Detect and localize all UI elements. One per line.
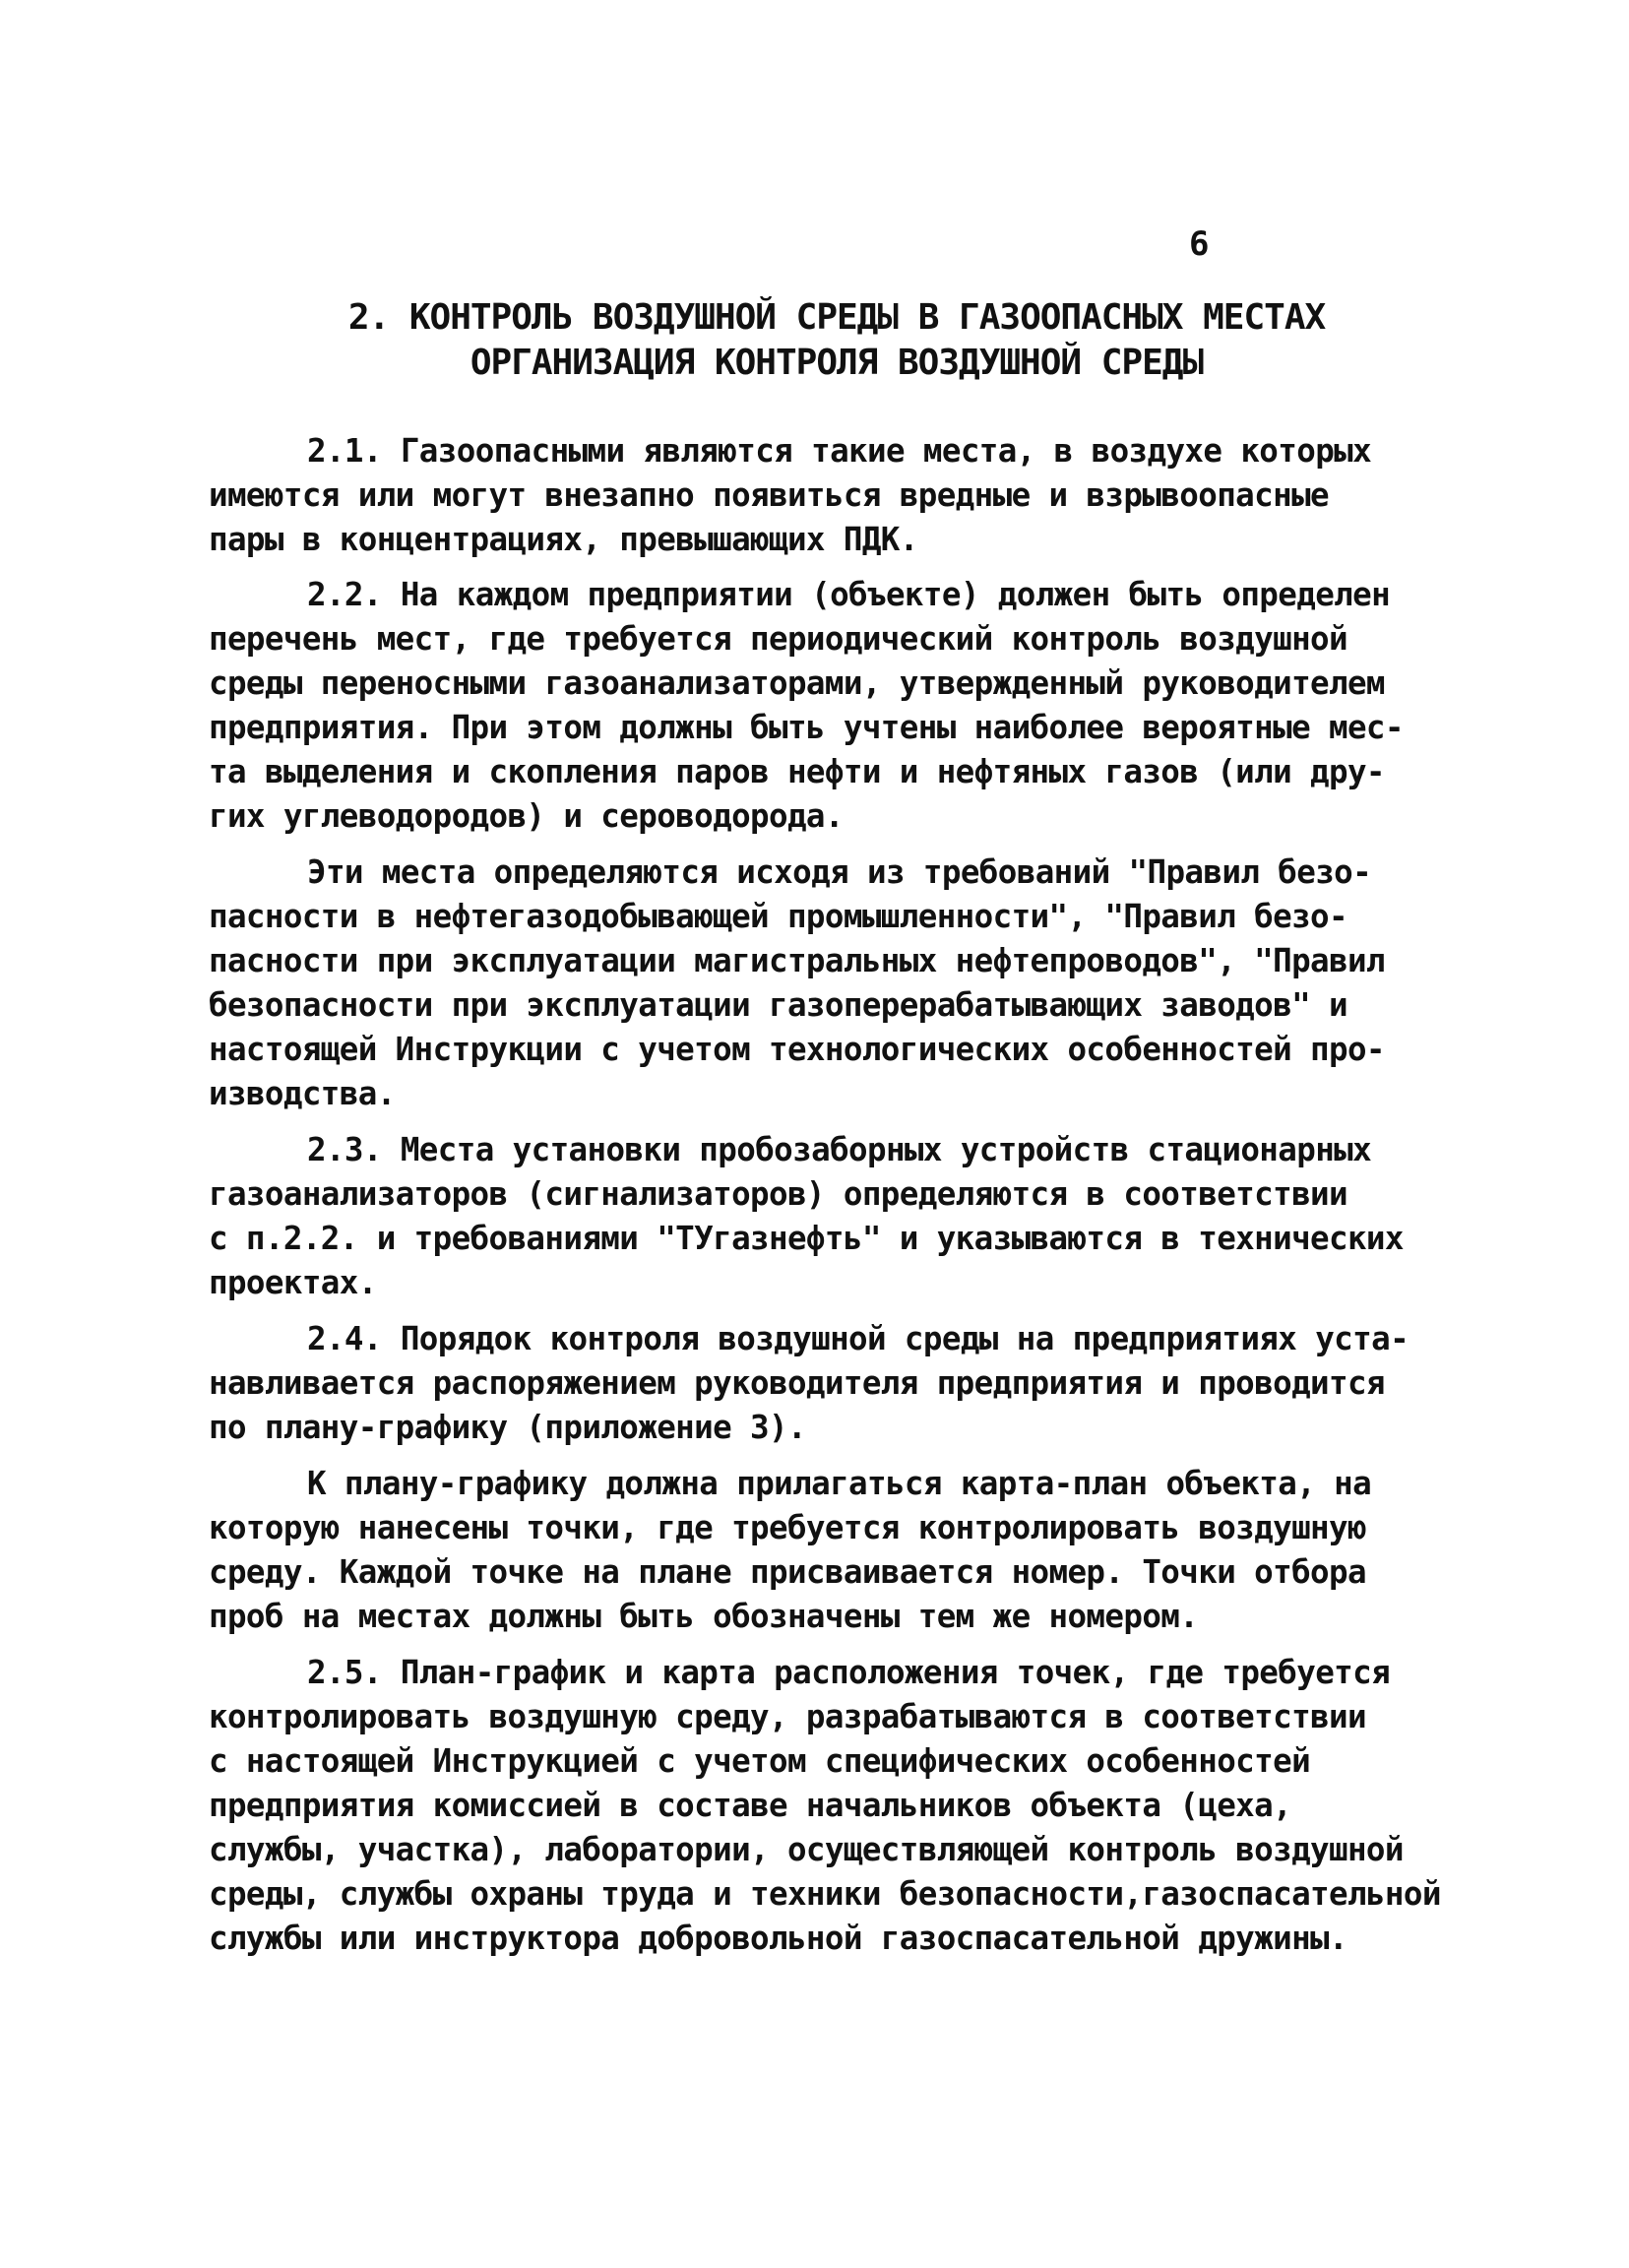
text-line: среды переносными газоанализаторами, утвержденный руководителем <box>209 664 1385 702</box>
text-line: перечень мест, где требуется периодический контроль воздушной <box>209 620 1347 658</box>
text-line: пасности в нефтегазодобывающей промышленности", "Правил безо- <box>209 898 1347 935</box>
text-line: контролировать воздушную среду, разрабатываются в соответствии <box>209 1698 1366 1735</box>
text-line: 2.2. На каждом предприятии (объекте) должен быть определен <box>307 576 1391 613</box>
text-line: среды, службы охраны труда и техники безопасности,газоспасательной <box>209 1875 1441 1913</box>
text-line: гих углеводородов) и сероводорода. <box>209 797 844 835</box>
text-line: 2.3. Места установки пробозаборных устройств стационарных <box>307 1131 1372 1168</box>
text-line: безопасности при эксплуатации газоперерабатывающих заводов" и <box>209 986 1347 1024</box>
text-line: службы, участка), лаборатории, осуществляющей контроль воздушной <box>209 1831 1404 1868</box>
text-line: навливается распоряжением руководителя предприятия и проводится <box>209 1364 1385 1402</box>
text-line: изводства. <box>209 1075 396 1112</box>
text-line: предприятия. При этом должны быть учтены наиболее вероятные мес- <box>209 709 1404 746</box>
text-line: с п.2.2. и требованиями "ТУгазнефть" и указываются в технических <box>209 1220 1404 1257</box>
text-line: которую нанесены точки, где требуется контролировать воздушную <box>209 1509 1366 1546</box>
section-subtitle: ОРГАНИЗАЦИЯ КОНТРОЛЯ ВОЗДУШНОЙ СРЕДЫ <box>470 343 1204 383</box>
section-title: 2. КОНТРОЛЬ ВОЗДУШНОЙ СРЕДЫ В ГАЗООПАСНЫХ МЕСТАХ <box>347 297 1326 338</box>
text-line: 2.4. Порядок контроля воздушной среды на предприятиях уста- <box>307 1320 1410 1357</box>
text-line: пары в концентрациях, превышающих ПДК. <box>209 521 918 558</box>
text-line: газоанализаторов (сигнализаторов) определяются в соответствии <box>209 1175 1347 1213</box>
text-line: 2.5. План-график и карта расположения точек, где требуется <box>307 1654 1391 1691</box>
page-number: 6 <box>1189 224 1210 264</box>
text-line: имеются или могут внезапно появиться вредные и взрывоопасные <box>209 476 1329 514</box>
text-line: проектах. <box>209 1264 377 1301</box>
text-line: К плану-графику должна прилагаться карта-план объекта, на <box>307 1465 1372 1502</box>
text-line: 2.1. Газоопасными являются такие места, в воздухе которых <box>307 432 1372 470</box>
text-line: среду. Каждой точке на плане присваивается номер. Точки отбора <box>209 1553 1366 1591</box>
text-line: предприятия комиссией в составе начальников объекта (цеха, <box>209 1787 1292 1824</box>
text-line: проб на местах должны быть обозначены тем же номером. <box>209 1598 1199 1635</box>
text-line: по плану-графику (приложение 3). <box>209 1409 806 1446</box>
text-line: та выделения и скопления паров нефти и нефтяных газов (или дру- <box>209 753 1385 790</box>
text-line: Эти места определяются исходя из требований "Правил безо- <box>307 853 1372 891</box>
text-line: настоящей Инструкции с учетом технологических особенностей про- <box>209 1031 1385 1068</box>
text-line: пасности при эксплуатации магистральных нефтепроводов", "Правил <box>209 942 1385 979</box>
text-line: с настоящей Инструкцией с учетом специфических особенностей <box>209 1742 1311 1780</box>
text-line: службы или инструктора добровольной газоспасательной дружины. <box>209 1920 1347 1957</box>
